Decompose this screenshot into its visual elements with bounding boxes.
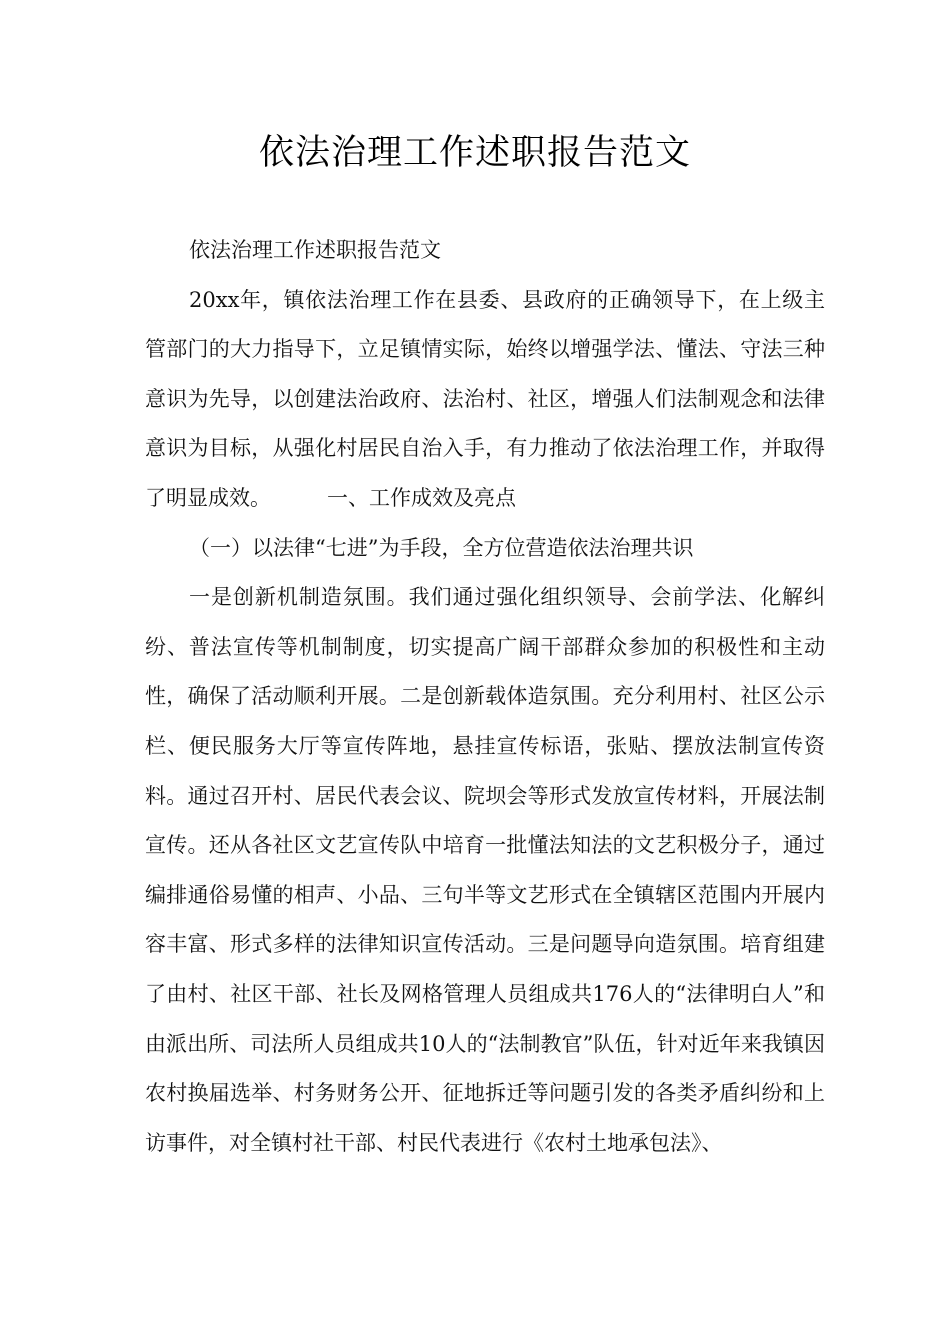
paragraph-text: 依法治理工作述职报告范文 [189, 238, 441, 262]
paragraph-text: （一）以法律“七进”为手段，全方位营造依法治理共识 [189, 535, 694, 560]
paragraph-text: 20xx年，镇依法治理工作在县委、县政府的正确领导下，在上级主管部门的大力指导下，立足镇情实际，始终以增强学法、懂法、守法三种意识为先导，以创建法治政府、法治村、社区，增强人们法制观念和法律意识为目标，从强化村居民自治入手，有力推动了依法治理工作，并取得了明显成效。 [145, 287, 825, 510]
paragraph-intro [145, 276, 825, 524]
section-heading: 一、工作成效及亮点 [327, 485, 516, 510]
document-title: 依法治理工作述职报告范文 [258, 133, 691, 173]
paragraph-content [145, 573, 825, 1168]
paragraph-subtitle [145, 226, 825, 276]
document-body [145, 226, 825, 1168]
paragraph-text: 一是创新机制造氛围。我们通过强化组织领导、会前学法、化解纠纷、普法宣传等机制制度，切实提高广阔干部群众参加的积极性和主动性，确保了活动顺利开展。二是创新载体造氛围。充分利用村、社区公示栏、便民服务大厅等宣传阵地，悬挂宣传标语，张贴、摆放法制宣传资料。通过召开村、居民代表会议、院坝会等形式发放宣传材料，开展法制宣传。还从各社区文艺宣传队中培育一批懂法知法的文艺积极分子，通过编排通俗易懂的相声、小品、三句半等文艺形式在全镇辖区范围内开展内容丰富、形式多样的法律知识宣传活动。三是问题导向造氛围。培育组建了由村、社区干部、社长及网格管理人员组成共176人的“法律明白人”和由派出所、司法所人员组成共10人的“法制教官”队伍，针对近年来我镇因农村换届选举、村务财务公开、征地拆迁等问题引发的各类矛盾纠纷和上访事件，对全镇村社干部、村民代表进行《农村土地承包法》、 [145, 585, 825, 1155]
paragraph-subheading [145, 524, 825, 574]
